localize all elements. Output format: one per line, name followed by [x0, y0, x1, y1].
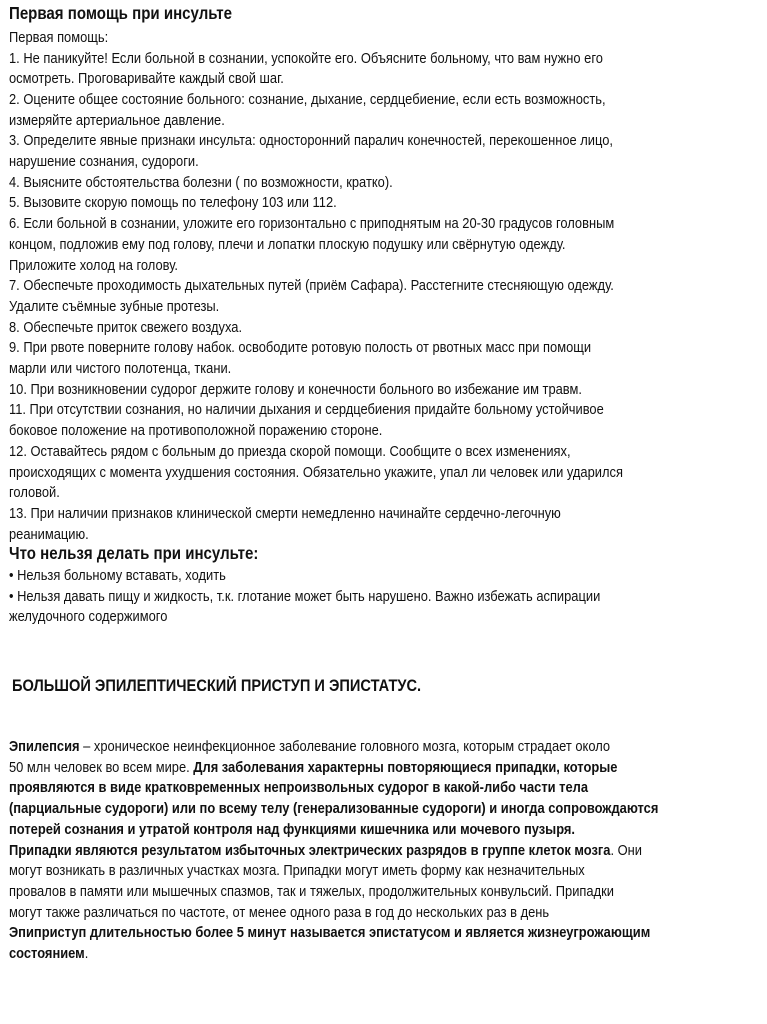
text-span: могут также различаться по частоте, от менее одного раза в год до нескольких раз в день — [9, 903, 550, 921]
text-line — [9, 758, 617, 778]
text-line: 9. При рвоте поверните голову набок. освободите ротовую полость от рвотных масс при помощи — [9, 339, 592, 357]
text-line: боковое положение на противоположной поражению стороне. — [9, 422, 383, 440]
text-line: 2. Оцените общее состояние больного: сознание, дыхание, сердцебиение, если есть возможность, — [9, 90, 606, 108]
text-line — [9, 882, 614, 902]
text-line: нарушение сознания, судороги. — [9, 153, 199, 170]
text-line: 12. Оставайтесь рядом с больным до приезда скорой помощи. Сообщите о всех изменениях, — [9, 442, 571, 460]
text-line: реанимацию. — [9, 525, 89, 543]
epilepsy-section-title: БОЛЬШОЙ ЭПИЛЕПТИЧЕСКИЙ ПРИСТУП И ЭПИСТАТУС. — [12, 676, 422, 695]
bullet-line: желудочного содержимого — [9, 608, 168, 626]
text-line: 8. Обеспечьте приток свежего воздуха. — [9, 318, 243, 336]
text-line — [9, 778, 588, 798]
text-line: 5. Вызовите скорую помощь по телефону 103 или 112. — [9, 194, 337, 212]
bold-text-span: Эпилепсия — [9, 738, 80, 755]
text-span: . Они — [610, 841, 642, 859]
text-line: 3. Определите явные признаки инсульта: односторонний паралич конечностей, перекошенное лицо, — [9, 132, 614, 150]
text-line: концом, подложив ему под голову, плечи и лопатки плоскую подушку или свёрнутую одежду. — [9, 235, 566, 253]
stroke-first-aid-subtitle: Первая помощь: — [9, 29, 109, 46]
text-span: провалов в памяти или мышечных спазмов, так и тяжелых, продолжительных конвульсий. Припадки — [9, 882, 614, 900]
text-line: марли или чистого полотенца, ткани. — [9, 360, 232, 377]
text-line: Приложите холод на голову. — [9, 256, 178, 274]
bullet-line: • Нельзя давать пищу и жидкость, т.к. глотание может быть нарушено. Важно избежать аспирации — [9, 587, 601, 605]
bullet-line: • Нельзя больному вставать, ходить — [9, 567, 226, 584]
text-line: 10. При возникновении судорог держите голову и конечности больного во избежание им травм. — [9, 380, 582, 398]
text-line: измеряйте артериальное давление. — [9, 111, 225, 129]
text-line: 13. При наличии признаков клинической смерти немедленно начинайте сердечно-легочную — [9, 504, 561, 522]
text-line: 7. Обеспечьте проходимость дыхательных путей (приём Сафара). Расстегните стесняющую одежду. — [9, 277, 614, 295]
text-line: Удалите съёмные зубные протезы. — [9, 297, 220, 315]
bold-text-span: Эпиприступ длительностью более 5 минут называется эпистатусом и является жизнеугрожающим — [9, 924, 651, 942]
stroke-first-aid-title: Первая помощь при инсульте — [9, 3, 232, 23]
text-line: происходящих с момента ухудшения состояния. Обязательно укажите, упал ли человек или ударился — [9, 463, 623, 481]
text-line — [9, 737, 610, 757]
stroke-donts-title: Что нельзя делать при инсульте: — [9, 543, 259, 563]
text-line: 6. Если больной в сознании, уложите его горизонтально с приподнятым на 20-30 градусов головным — [9, 215, 615, 233]
text-line — [9, 841, 642, 861]
text-line — [9, 923, 650, 943]
text-line: головой. — [9, 484, 60, 502]
bold-text-span: Припадки являются результатом избыточных электрических разрядов в группе клеток мозга — [9, 841, 611, 859]
bold-text-span: (парциальные судороги) или по всему телу (генерализованные судороги) и иногда сопровождаются — [9, 800, 659, 818]
text-line: 4. Выясните обстоятельства болезни ( по возможности, кратко). — [9, 173, 393, 191]
text-line — [9, 861, 585, 881]
bold-text-span: Для заболевания характерны повторяющиеся припадки, которые — [193, 758, 618, 776]
text-span: 50 млн человек во всем мире. — [9, 758, 194, 776]
text-span: – хроническое неинфекционное заболевание головного мозга, которым страдает около — [79, 738, 611, 755]
text-span: могут возникать в различных участках мозга. Припадки могут иметь форму как незначительных — [9, 862, 585, 880]
text-line: 1. Не паникуйте! Если больной в сознании, успокойте его. Объясните больному, что вам нужно его — [9, 49, 603, 67]
text-line — [9, 944, 88, 964]
text-line: 11. При отсутствии сознания, но наличии дыхания и сердцебиения придайте больному устойчивое — [9, 401, 604, 419]
text-line — [9, 799, 658, 819]
bold-text-span: потерей сознания и утратой контроля над функциями кишечника или мочевого пузыря. — [9, 820, 576, 838]
bold-text-span: проявляются в виде кратковременных непроизвольных судорог в какой-либо части тела — [9, 779, 589, 797]
bold-text-span: состоянием — [9, 945, 85, 962]
text-line — [9, 820, 575, 840]
text-line: осмотреть. Проговаривайте каждый свой шаг. — [9, 70, 284, 88]
text-span: . — [84, 945, 89, 962]
text-line — [9, 903, 549, 923]
